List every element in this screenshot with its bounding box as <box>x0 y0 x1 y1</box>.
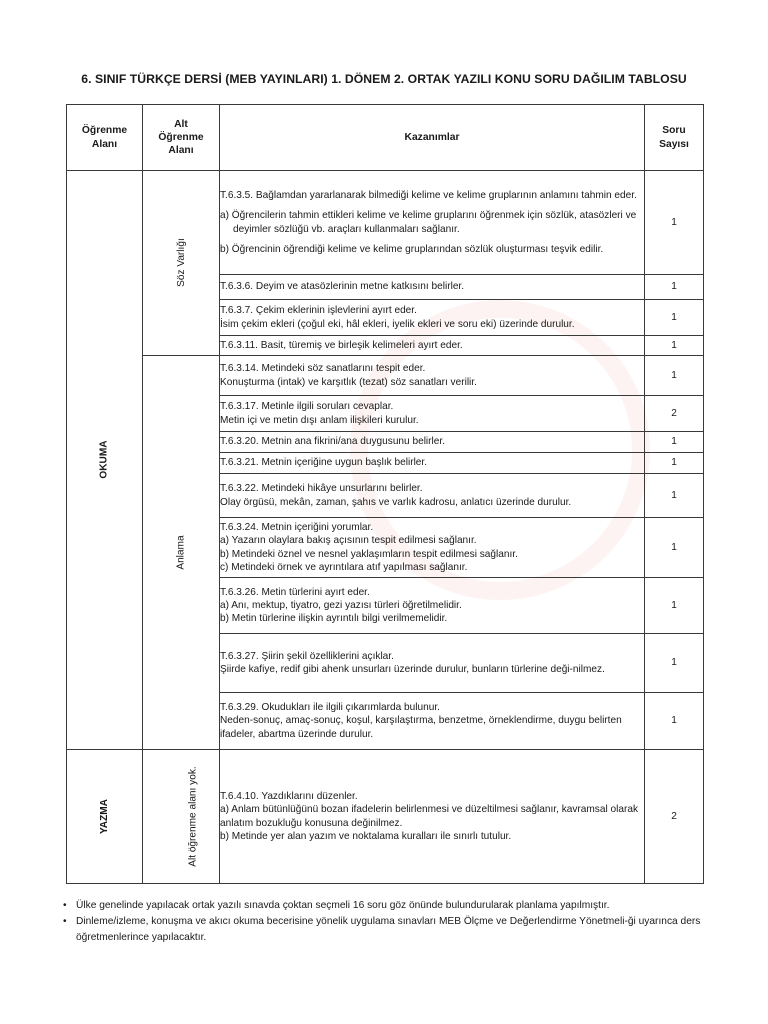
footnote-item: • Ülke genelinde yapılacak ortak yazılı sınavda çoktan seçmeli 16 soru göz önünde bulundurularak planlama yapılmıştır. <box>63 900 610 911</box>
soru-sayisi-cell: 1 <box>645 275 704 300</box>
sub-area-anlama: Anlama <box>143 356 220 750</box>
sub-area-soz-varligi: Söz Varlığı <box>143 171 220 356</box>
table-row <box>67 356 704 396</box>
soru-sayisi-cell: 1 <box>645 453 704 474</box>
area-yazma: YAZMA <box>67 750 143 884</box>
kazanim-cell: T.6.4.10. Yazdıklarını düzenler. a) Anlam bütünlüğünü bozan ifadelerin belirlenmesi ve düzeltilmesi sağlanır, kavramsal olarak anlatım bozukluğu konusuna değinilmez. b) Metinde yer alan yazım ve noktalama kuralları ile sınırlı tutulur. <box>220 750 645 884</box>
kazanim-cell: T.6.3.17. Metinle ilgili soruları cevaplar. Metin içi ve metin dışı anlam ilişkileri kurulur. <box>220 396 645 432</box>
sub-area-none: Alt öğrenme alanı yok. <box>143 750 220 884</box>
soru-sayisi-cell: 1 <box>645 300 704 336</box>
page-title: 6. SINIF TÜRKÇE DERSİ (MEB YAYINLARI) 1. DÖNEM 2. ORTAK YAZILI KONU SORU DAĞILIM TABLOSU <box>81 72 687 86</box>
soru-sayisi-cell: 1 <box>645 518 704 578</box>
footnote-item: • Dinleme/izleme, konuşma ve akıcı okuma becerisine yönelik uygulama sınavları MEB Ölçme ve Değerlendirme Yönetmeli-ği uyarınca ders öğretmenlerince yapılacaktır. <box>63 916 701 943</box>
kazanim-cell: T.6.3.6. Deyim ve atasözlerinin metne katkısını belirler. <box>220 275 645 300</box>
table-row <box>67 171 704 275</box>
header-kazanimlar: Kazanımlar <box>220 105 645 171</box>
table-header-row <box>67 105 704 171</box>
kazanim-cell: T.6.3.5. Bağlamdan yararlanarak bilmediği kelime ve kelime gruplarının anlamını tahmin eder. a) Öğrencilerin tahmin ettikleri kelime ve kelime gruplarını öğrenmek için sözlük, atasözleri ve deyimler sözlüğü vb. araçları kullanmaları sağlanır. b) Öğrencinin öğrendiği kelime ve kelime gruplarından sözlük oluşturması teşvik edilir. <box>220 171 645 275</box>
soru-sayisi-cell: 1 <box>645 693 704 750</box>
table-row <box>67 750 704 884</box>
kazanim-cell: T.6.3.27. Şiirin şekil özelliklerini açıklar. Şiirde kafiye, redif gibi ahenk unsurları üzerinde durulur, bunların türlerine deği-nilmez. <box>220 634 645 693</box>
kazanim-cell: T.6.3.20. Metnin ana fikrini/ana duygusunu belirler. <box>220 432 645 453</box>
soru-sayisi-cell: 1 <box>645 432 704 453</box>
soru-sayisi-cell: 1 <box>645 336 704 356</box>
soru-sayisi-cell: 1 <box>645 578 704 634</box>
kazanim-cell: T.6.3.24. Metnin içeriğini yorumlar. a) Yazarın olaylara bakış açısının tespit edilmesi sağlanır. b) Metindeki öznel ve nesnel yaklaşımların tespit edilmesi sağlanır. c) Metindeki örnek ve ayrıntılara atıf yapılması sağlanır. <box>220 518 645 578</box>
kazanim-cell: T.6.3.11. Basit, türemiş ve birleşik kelimeleri ayırt eder. <box>220 336 645 356</box>
kazanim-cell: T.6.3.7. Çekim eklerinin işlevlerini ayırt eder. İsim çekim ekleri (çoğul eki, hâl ekleri, iyelik ekleri ve soru eki) üzerinde durulur. <box>220 300 645 336</box>
footnotes <box>62 898 712 946</box>
kazanim-cell: T.6.3.26. Metin türlerini ayırt eder. a) Anı, mektup, tiyatro, gezi yazısı türleri öğretilmelidir. b) Metin türlerine ilişkin ayrıntılı bilgi verilmemelidir. <box>220 578 645 634</box>
header-ogrenme-alani: Öğrenme Alanı <box>67 105 143 171</box>
header-alt-ogrenme-alani: Alt Öğrenme Alanı <box>143 105 220 171</box>
kazanim-cell: T.6.3.14. Metindeki söz sanatlarını tespit eder. Konuşturma (intak) ve karşıtlık (tezat) söz sanatları verilir. <box>220 356 645 396</box>
soru-sayisi-cell: 1 <box>645 474 704 518</box>
area-okuma: OKUMA <box>67 171 143 750</box>
soru-sayisi-cell: 2 <box>645 750 704 884</box>
soru-sayisi-cell: 1 <box>645 171 704 275</box>
kazanim-cell: T.6.3.29. Okudukları ile ilgili çıkarımlarda bulunur. Neden-sonuç, amaç-sonuç, koşul, karşılaştırma, benzetme, örneklendirme, duygu belirten ifadeler, abartma üzerinde durulur. <box>220 693 645 750</box>
header-soru-sayisi: Soru Sayısı <box>645 105 704 171</box>
soru-sayisi-cell: 2 <box>645 396 704 432</box>
distribution-table <box>66 104 704 884</box>
soru-sayisi-cell: 1 <box>645 356 704 396</box>
kazanim-cell: T.6.3.21. Metnin içeriğine uygun başlık belirler. <box>220 453 645 474</box>
kazanim-cell: T.6.3.22. Metindeki hikâye unsurlarını belirler. Olay örgüsü, mekân, zaman, şahıs ve varlık kadrosu, anlatıcı üzerinde durulur. <box>220 474 645 518</box>
soru-sayisi-cell: 1 <box>645 634 704 693</box>
